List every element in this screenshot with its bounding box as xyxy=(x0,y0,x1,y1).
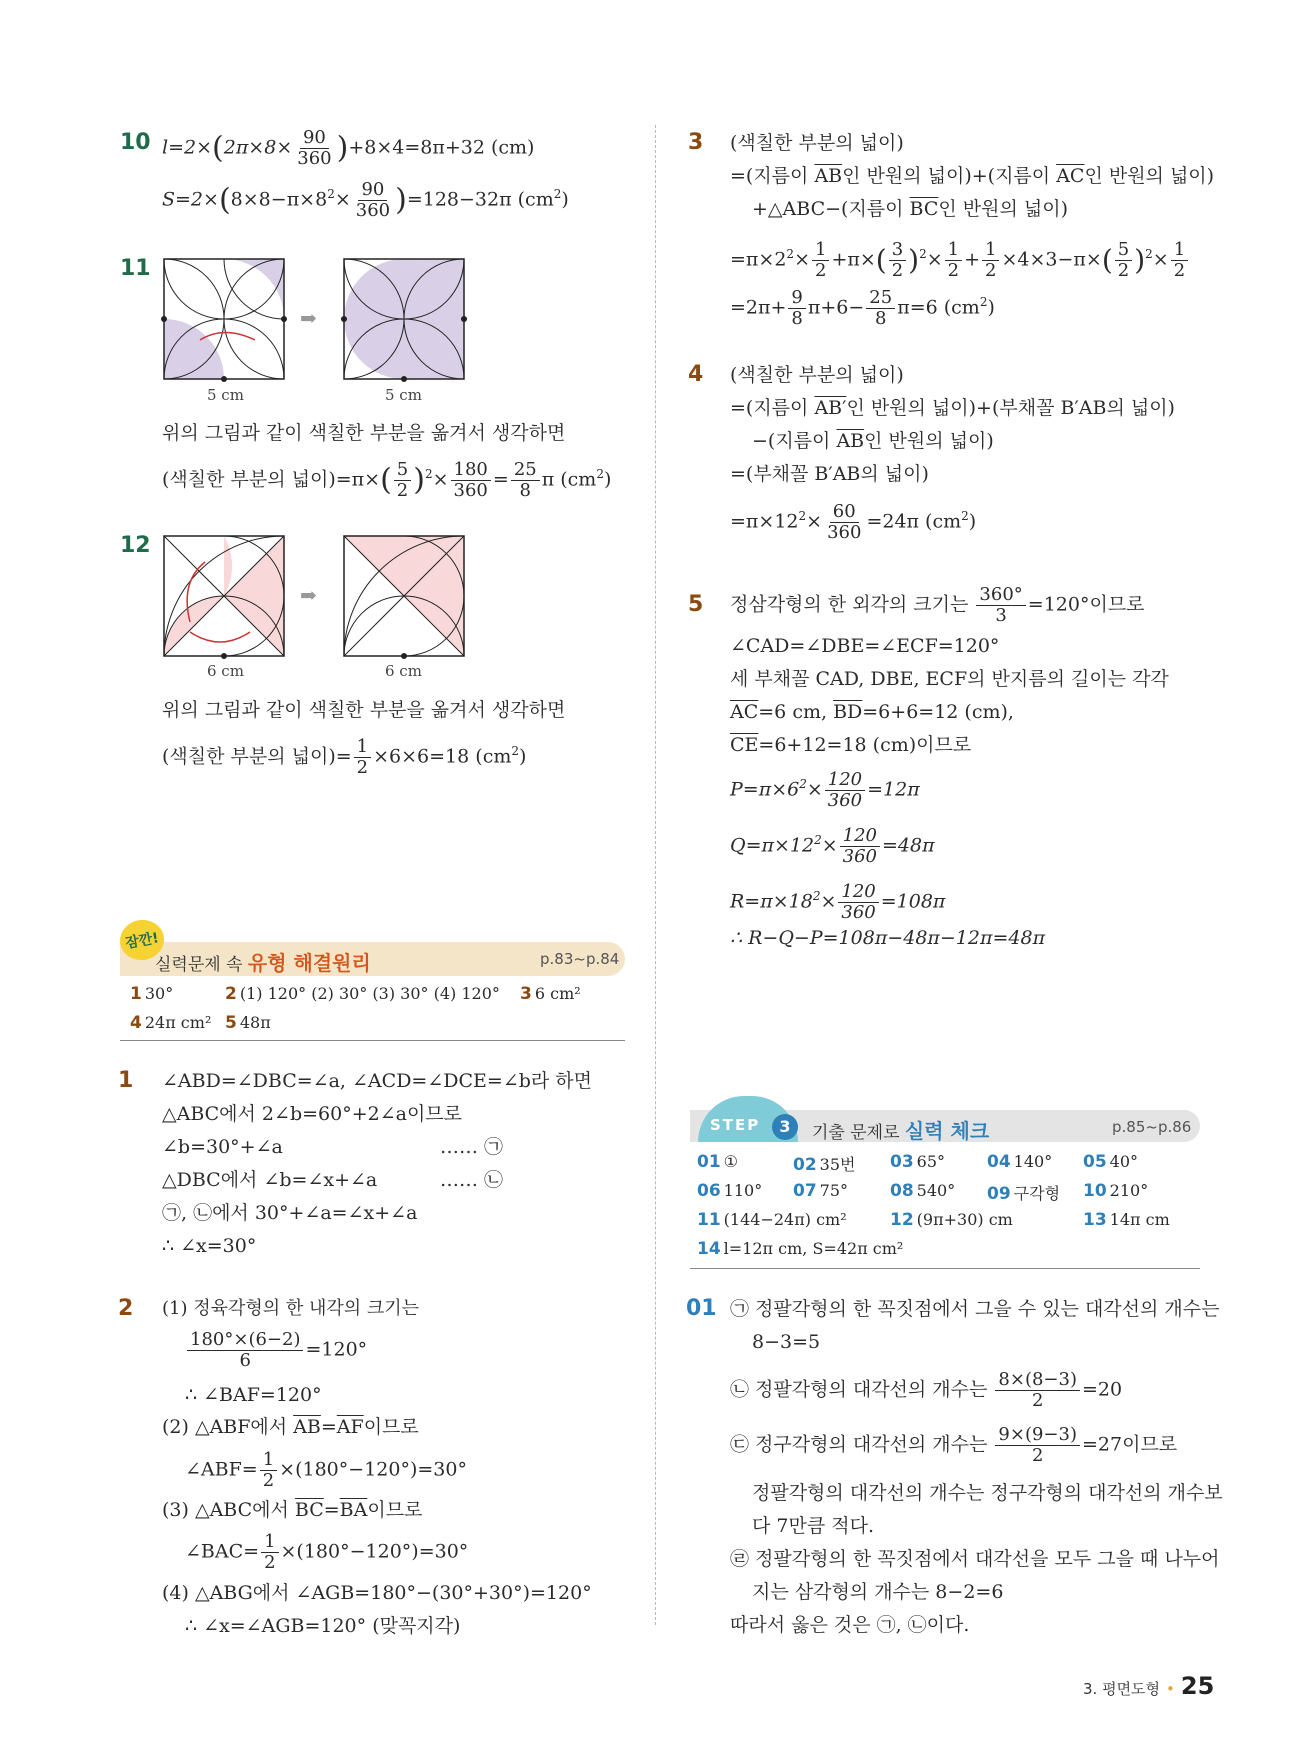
problem-3-line-3: +△ABC−(지름이 $\overline{BC}$인 반원의 넓이) xyxy=(752,198,1069,220)
solution-1-line-4: △DBC에서 ∠b=∠x+∠a xyxy=(162,1169,378,1191)
banner-badge: 잠깐! xyxy=(117,916,167,963)
solution-2-line-2: $\frac{180^\circ\times(6-2)}{6}$ =120° xyxy=(185,1330,367,1371)
answer-item: 12 (9π+30) cm xyxy=(890,1210,1013,1230)
solution-2-line-9: ∴ ∠x=∠AGB=120° (맞꼭지각) xyxy=(185,1615,461,1637)
problem-5-line-7: $Q=\pi\times 12^2\times$ $\frac{120}{360}$ =48π xyxy=(730,825,935,867)
step-pages: p.85~p.86 xyxy=(1112,1118,1192,1136)
problem-4-line-5: $=\pi\times 12^2\times$ $\frac{60}{360}$ =24π $(cm^2)$ xyxy=(730,501,977,543)
answer-item: 09 구각형 xyxy=(987,1184,1061,1204)
answer-item: 14 l=12π cm, S=42π cm² xyxy=(697,1239,904,1259)
problem-12-figure xyxy=(160,532,470,662)
arrow-right-icon: ➡ xyxy=(300,306,317,330)
problem-11-number: 11 xyxy=(120,256,151,281)
banner-title: 실력문제 속 유형 해결원리 xyxy=(155,951,371,975)
banner-bottom-rule xyxy=(120,1040,625,1041)
problem-5-number: 5 xyxy=(688,592,704,617)
solution-01-number: 01 xyxy=(686,1296,717,1321)
step-number: 3 xyxy=(772,1114,798,1140)
answer-item: 07 75° xyxy=(793,1181,849,1201)
answer-item: 06 110° xyxy=(697,1181,763,1201)
problem-12-number: 12 xyxy=(120,533,151,558)
solution-01-line-3: ㉡ 정팔각형의 대각선의 개수는 $\frac{8\times(8-3)}{2}$ =20 xyxy=(730,1369,1123,1411)
arrow-right-icon: ➡ xyxy=(300,583,317,607)
solution-01-line-5: 정팔각형의 대각선의 개수는 정구각형의 대각선의 개수보 xyxy=(752,1482,1223,1504)
answer-item: 4 24π cm² xyxy=(130,1013,212,1033)
solution-01-line-8: 지는 삼각형의 개수는 8−2=6 xyxy=(752,1581,1004,1603)
solution-1-line-2: △ABC에서 2∠b=60°+2∠a이므로 xyxy=(162,1103,463,1125)
answer-item: 13 14π cm xyxy=(1083,1210,1170,1230)
step-title: 기출 문제로 실력 체크 xyxy=(812,1119,990,1143)
figure-12-right xyxy=(344,536,464,659)
solution-01-line-1: ㉠ 정팔각형의 한 꼭짓점에서 그을 수 있는 대각선의 개수는 xyxy=(730,1298,1220,1320)
answer-item: 10 210° xyxy=(1083,1181,1149,1201)
problem-11-text-2: (색칠한 부분의 넓이)=π×( $\frac{5}{2}$ )$^2$× $\frac{180}{360}$ = $\frac{25}{8}$ π $(cm^2)$ xyxy=(162,459,612,501)
problem-5-line-3: 세 부채꼴 CAD, DBE, ECF의 반지름의 길이는 각각 xyxy=(730,668,1169,690)
problem-5-line-1: 정삼각형의 한 외각의 크기는 $\frac{360^\circ}{3}$ =120°이므로 xyxy=(730,584,1145,626)
answer-item: 01 ① xyxy=(697,1152,739,1172)
banner-pages: p.83~p.84 xyxy=(540,950,620,968)
solution-2-line-4: (2) △ABF에서 $\overline{AB}=\overline{AF}$이므로 xyxy=(162,1416,419,1438)
column-divider xyxy=(655,125,656,1625)
problem-11-caption-right: 5 cm xyxy=(385,386,422,404)
solution-2-line-8: (4) △ABG에서 ∠AGB=180°−(30°+30°)=120° xyxy=(162,1582,592,1604)
solution-01-line-4: ㉢ 정구각형의 대각선의 개수는 $\frac{9\times(9-3)}{2}$ =27이므로 xyxy=(730,1424,1178,1466)
problem-5-line-5: $\overline{CE}=6+12=18$ (cm)이므로 xyxy=(730,734,972,756)
problem-11-figure xyxy=(160,255,470,385)
problem-12-caption-left: 6 cm xyxy=(207,662,244,680)
solution-01-line-9: 따라서 옳은 것은 ㉠, ㉡이다. xyxy=(730,1614,970,1636)
solution-01-line-7: ㉣ 정팔각형의 한 꼭짓점에서 대각선을 모두 그을 때 나누어 xyxy=(730,1548,1220,1570)
problem-11-text-1: 위의 그림과 같이 색칠한 부분을 옮겨서 생각하면 xyxy=(162,422,566,444)
figure-11-left xyxy=(161,259,287,382)
problem-10-line-1: l=2×(2π×8× $\frac{90}{360}$ )+8×4=8π+32 (cm) xyxy=(162,127,535,169)
answer-item: 04 140° xyxy=(987,1152,1053,1172)
answer-item: 1 30° xyxy=(130,984,174,1004)
solution-1-mark-1: …… ㉠ xyxy=(440,1136,504,1158)
problem-3-line-2: =(지름이 $\overline{AB}$인 반원의 넓이)+(지름이 $\overline{AC}$인 반원의 넓이) xyxy=(730,165,1215,187)
problem-4-line-2: =(지름이 AB′인 반원의 넓이)+(부채꼴 B′AB의 넓이) xyxy=(730,397,1175,419)
problem-4-line-3: −(지름이 $\overline{AB}$인 반원의 넓이) xyxy=(752,430,994,452)
solution-2-line-6: (3) △ABC에서 $\overline{BC}=\overline{BA}$이므로 xyxy=(162,1499,423,1521)
problem-3-line-4: $=\pi\times 2^2\times$ $\frac{1}{2}$ +π×( $\frac{3}{2}$ )$^2$× $\frac{1}{2}$ + $\frac{1}{2}$ ×4×3−π×( $\frac{5}{2}$ )$^2$× $\frac{1}{2}$ xyxy=(730,240,1190,281)
answer-item: 02 35번 xyxy=(793,1155,856,1175)
answer-item: 2 (1) 120° (2) 30° (3) 30° (4) 120° xyxy=(225,984,500,1004)
problem-3-line-1: (색칠한 부분의 넓이) xyxy=(730,132,904,154)
problem-12-text-2: (색칠한 부분의 넓이)= $\frac{1}{2}$ ×6×6=18 $(cm^2)$ xyxy=(162,736,527,778)
problem-3-number: 3 xyxy=(688,130,704,155)
solution-1-mark-2: …… ㉡ xyxy=(440,1169,504,1191)
step-bottom-rule xyxy=(690,1268,1200,1269)
solution-01-line-2: 8−3=5 xyxy=(752,1331,821,1353)
answer-item: 3 6 cm² xyxy=(520,984,581,1004)
solution-1-line-5: ㉠, ㉡에서 30°+∠a=∠x+∠a xyxy=(162,1202,418,1224)
problem-11-caption-left: 5 cm xyxy=(207,386,244,404)
problem-5-line-4: $\overline{AC}=6$ cm, $\overline{BD}=6+6=12$ (cm), xyxy=(730,701,1014,723)
figure-11-right xyxy=(341,259,467,382)
problem-4-line-4: =(부채꼴 B′AB의 넓이) xyxy=(730,463,929,485)
answer-item: 11 (144−24π) cm² xyxy=(697,1210,847,1230)
solution-2-line-1: (1) 정육각형의 한 내각의 크기는 xyxy=(162,1298,420,1319)
problem-12-caption-right: 6 cm xyxy=(385,662,422,680)
solution-1-number: 1 xyxy=(118,1068,134,1093)
figure-12-left xyxy=(164,536,284,659)
answer-item: 03 65° xyxy=(890,1152,946,1172)
problem-5-line-2: ∠CAD=∠DBE=∠ECF=120° xyxy=(730,635,1000,657)
solution-1-line-3: ∠b=30°+∠a xyxy=(162,1136,283,1158)
step-label: STEP xyxy=(698,1096,798,1142)
solution-01-line-6: 다 7만큼 적다. xyxy=(752,1515,874,1537)
solution-1-line-6: ∴ ∠x=30° xyxy=(162,1235,257,1257)
problem-5-line-8: $R=\pi\times 18^2\times$ $\frac{120}{360}$ =108π xyxy=(730,881,946,923)
problem-4-line-1: (색칠한 부분의 넓이) xyxy=(730,364,904,386)
page-footer: 3. 평면도형 • 25 xyxy=(1083,1672,1215,1700)
problem-5-line-6: $P=\pi\times 6^2\times$ $\frac{120}{360}$ =12π xyxy=(730,769,920,811)
answer-item: 05 40° xyxy=(1083,1152,1139,1172)
solution-2-line-3: ∴ ∠BAF=120° xyxy=(185,1384,322,1406)
solution-2-number: 2 xyxy=(118,1296,134,1321)
problem-10-number: 10 xyxy=(120,130,151,155)
problem-10-line-2: $S=2\times(8\times 8-\pi\times 8^2\times$ $\frac{90}{360}$ )=128−32π $(cm^2)$ xyxy=(162,179,569,221)
answer-item: 08 540° xyxy=(890,1181,956,1201)
solution-1-line-1: ∠ABD=∠DBC=∠a, ∠ACD=∠DCE=∠b라 하면 xyxy=(162,1070,593,1092)
problem-4-number: 4 xyxy=(688,362,704,387)
solution-2-line-7: ∠BAC= $\frac{1}{2}$ ×(180°−120°)=30° xyxy=(185,1531,469,1573)
problem-12-text-1: 위의 그림과 같이 색칠한 부분을 옮겨서 생각하면 xyxy=(162,699,566,721)
answer-item: 5 48π xyxy=(225,1013,271,1033)
problem-5-line-9: ∴ R−Q−P=108π−48π−12π=48π xyxy=(730,927,1046,949)
solution-2-line-5: ∠ABF= $\frac{1}{2}$ ×(180°−120°)=30° xyxy=(185,1449,467,1491)
problem-3-line-5: =2π+ $\frac{9}{8}$ π+6− $\frac{25}{8}$ π=6 $(cm^2)$ xyxy=(730,287,995,329)
